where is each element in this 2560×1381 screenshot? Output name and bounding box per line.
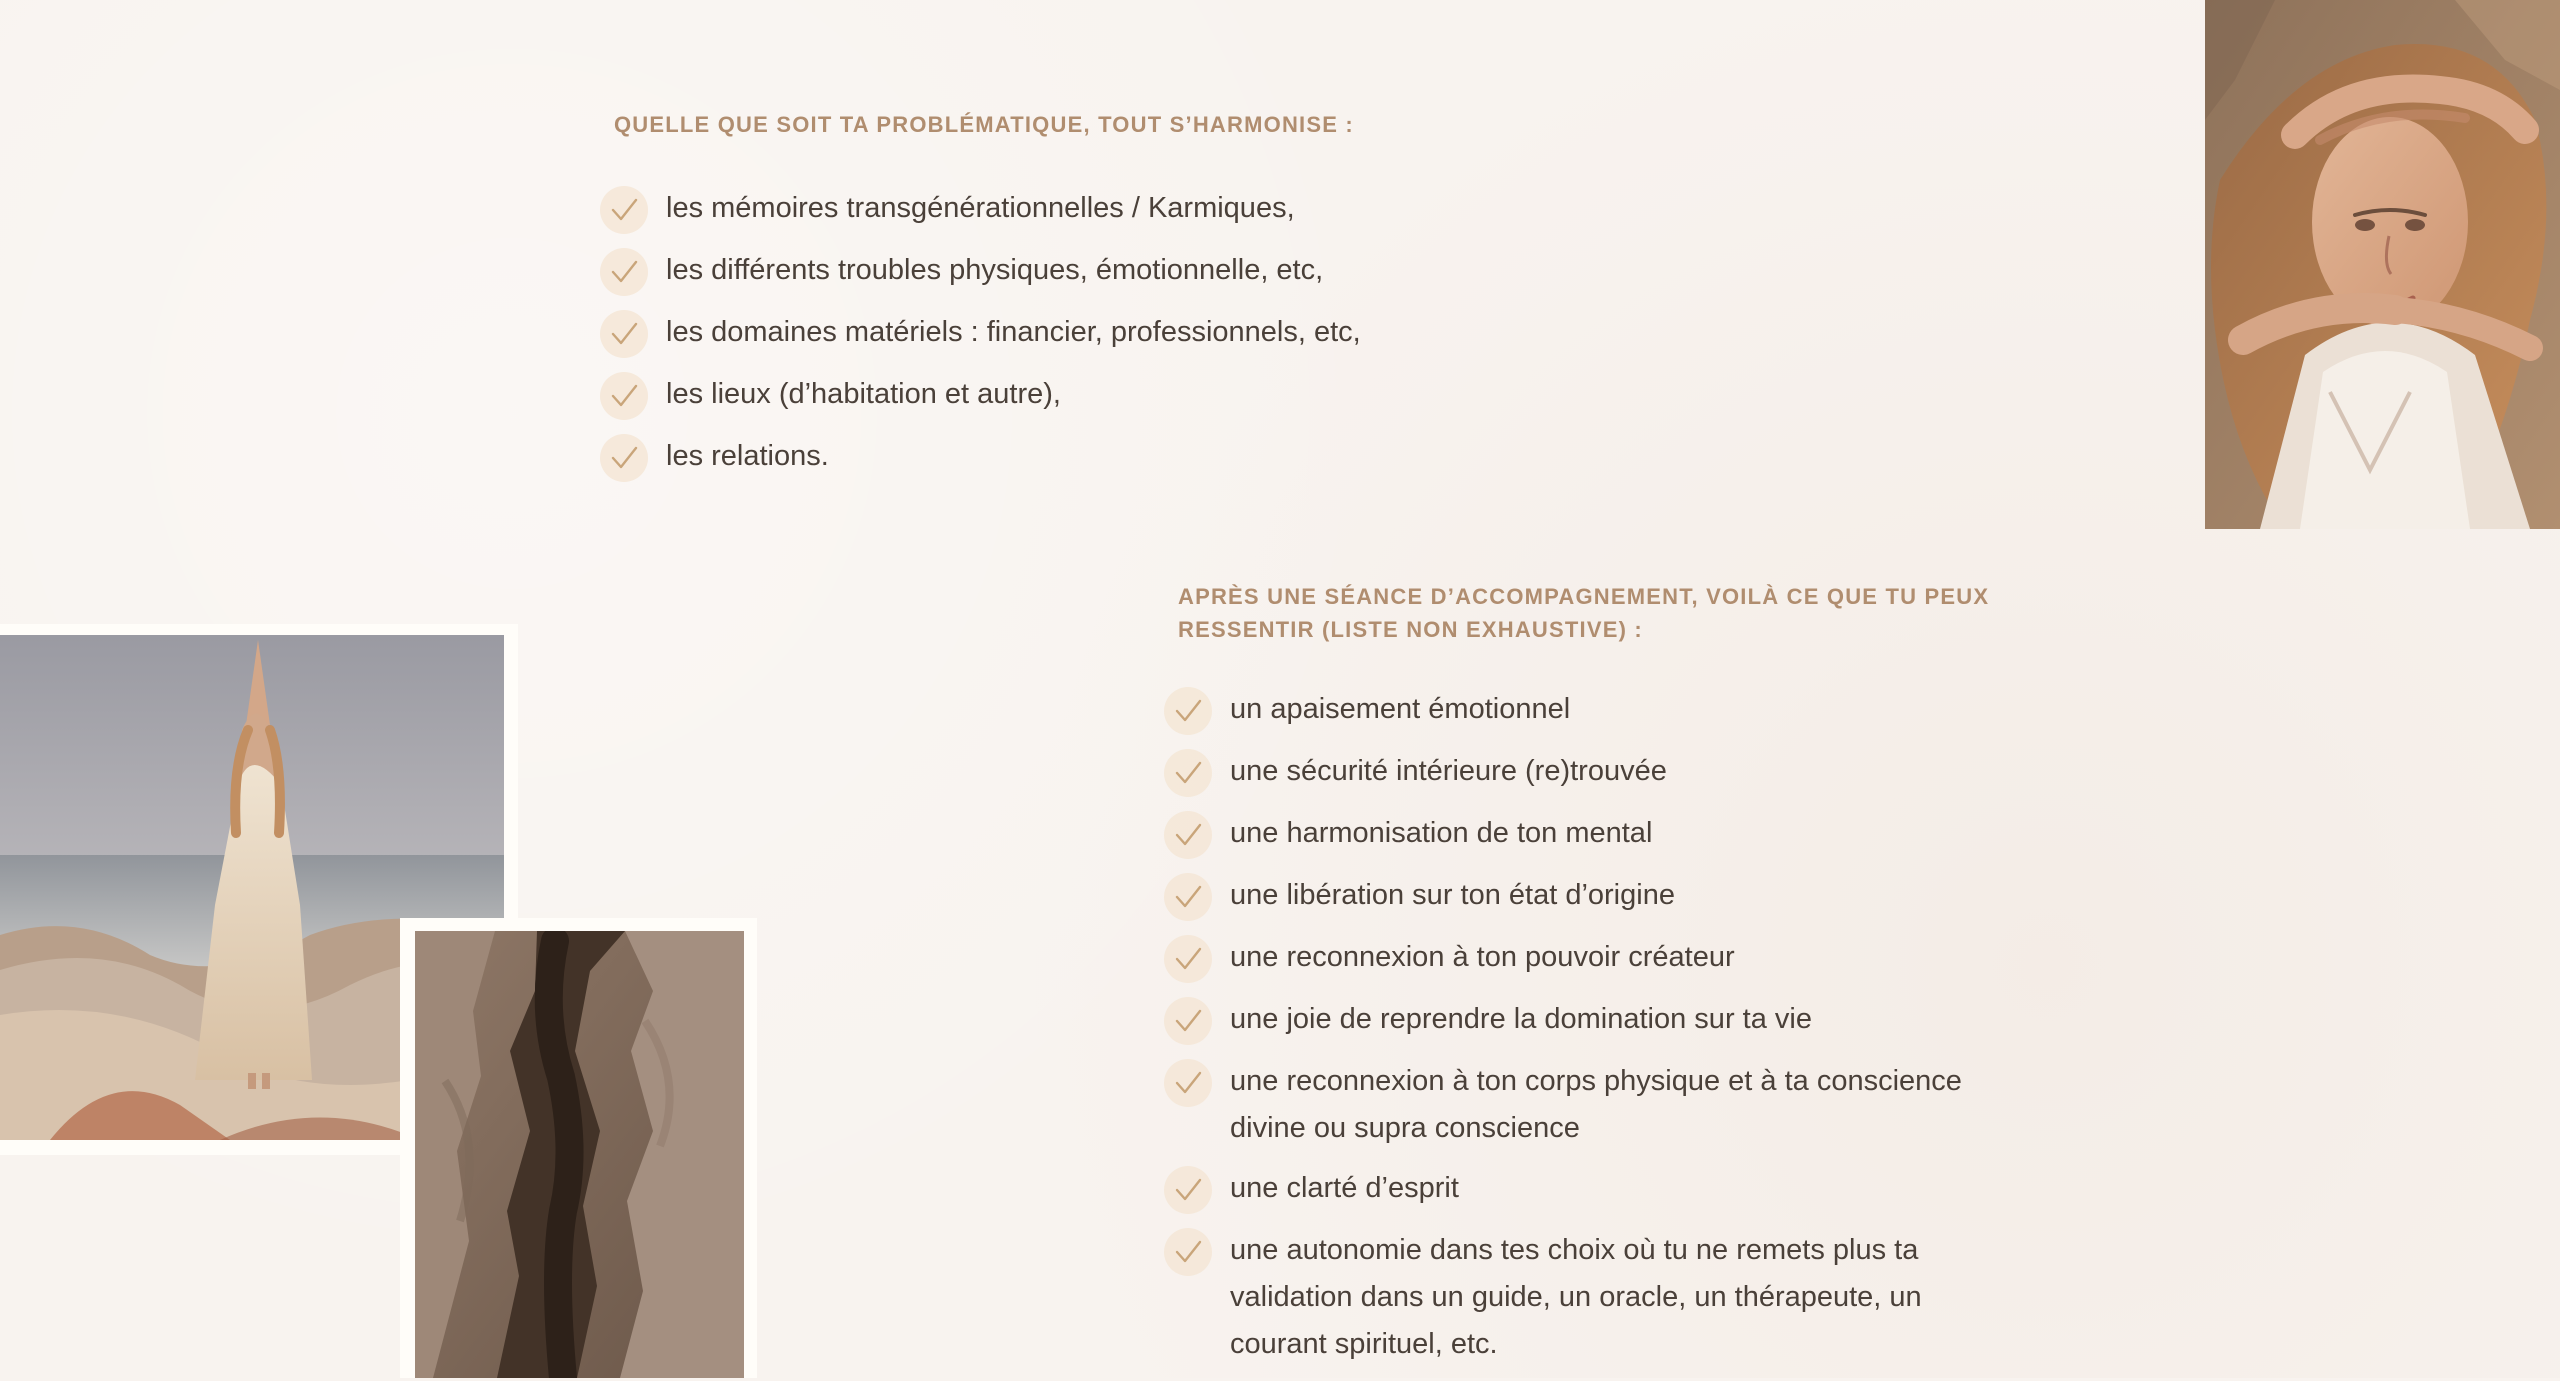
list-item	[1164, 748, 2024, 797]
check-icon	[1164, 873, 1212, 921]
list-item	[1164, 872, 2024, 921]
list-item-text: les lieux (d’habitation et autre),	[666, 378, 1061, 410]
check-icon	[1164, 1059, 1212, 1107]
list-item	[1164, 996, 2024, 1045]
list-item	[1164, 810, 2024, 859]
check-icon	[600, 434, 648, 482]
check-icon	[1164, 1166, 1212, 1214]
check-icon	[600, 372, 648, 420]
list-item-text: une reconnexion à ton corps physique et à ta conscience divine ou supra conscience	[1230, 1065, 1962, 1144]
list-item-text: un apaisement émotionnel	[1230, 693, 1571, 725]
rock-photo	[415, 931, 744, 1378]
check-icon	[1164, 687, 1212, 735]
check-icon	[600, 248, 648, 296]
results-section-heading: APRÈS UNE SÉANCE D’ACCOMPAGNEMENT, VOILÀ CE QUE TU PEUX RESSENTIR (LISTE NON EXHAUSTIVE) :	[1178, 584, 1990, 642]
list-item-text: une reconnexion à ton pouvoir créateur	[1230, 941, 1735, 973]
check-icon	[1164, 1228, 1212, 1276]
list-item	[1164, 934, 2024, 983]
list-item	[600, 309, 1500, 358]
list-item	[1164, 1227, 2024, 1368]
portrait-photo	[2205, 0, 2560, 529]
check-icon	[600, 186, 648, 234]
problem-list	[600, 185, 1500, 482]
check-icon	[1164, 997, 1212, 1045]
list-item-text: une libération sur ton état d’origine	[1230, 879, 1675, 911]
check-icon	[600, 310, 648, 358]
problem-section-heading: QUELLE QUE SOIT TA PROBLÉMATIQUE, TOUT S’HARMONISE :	[614, 112, 1354, 137]
list-item-text: une sécurité intérieure (re)trouvée	[1230, 755, 1667, 787]
list-item	[1164, 1165, 2024, 1214]
list-item	[600, 371, 1500, 420]
list-item-text: une joie de reprendre la domination sur ta vie	[1230, 1003, 1812, 1035]
results-list	[1164, 686, 2024, 1368]
check-icon	[1164, 749, 1212, 797]
list-item-text: une clarté d’esprit	[1230, 1172, 1459, 1204]
list-item-text: les mémoires transgénérationnelles / Karmiques,	[666, 192, 1295, 224]
list-item	[600, 185, 1500, 234]
list-item	[1164, 686, 2024, 735]
list-item-text: les différents troubles physiques, émotionnelle, etc,	[666, 254, 1324, 286]
list-item-text: les domaines matériels : financier, professionnels, etc,	[666, 316, 1361, 348]
check-icon	[1164, 935, 1212, 983]
results-section	[1164, 580, 2024, 1381]
list-item-text: une harmonisation de ton mental	[1230, 817, 1653, 849]
list-item	[600, 247, 1500, 296]
list-item-text: une autonomie dans tes choix où tu ne remets plus ta validation dans un guide, un oracle, un thérapeute, un courant spirituel, etc.	[1230, 1234, 1922, 1360]
problem-section	[600, 108, 1500, 495]
list-item	[1164, 1058, 2024, 1152]
list-item-text: les relations.	[666, 440, 829, 472]
check-icon	[1164, 811, 1212, 859]
list-item	[600, 433, 1500, 482]
